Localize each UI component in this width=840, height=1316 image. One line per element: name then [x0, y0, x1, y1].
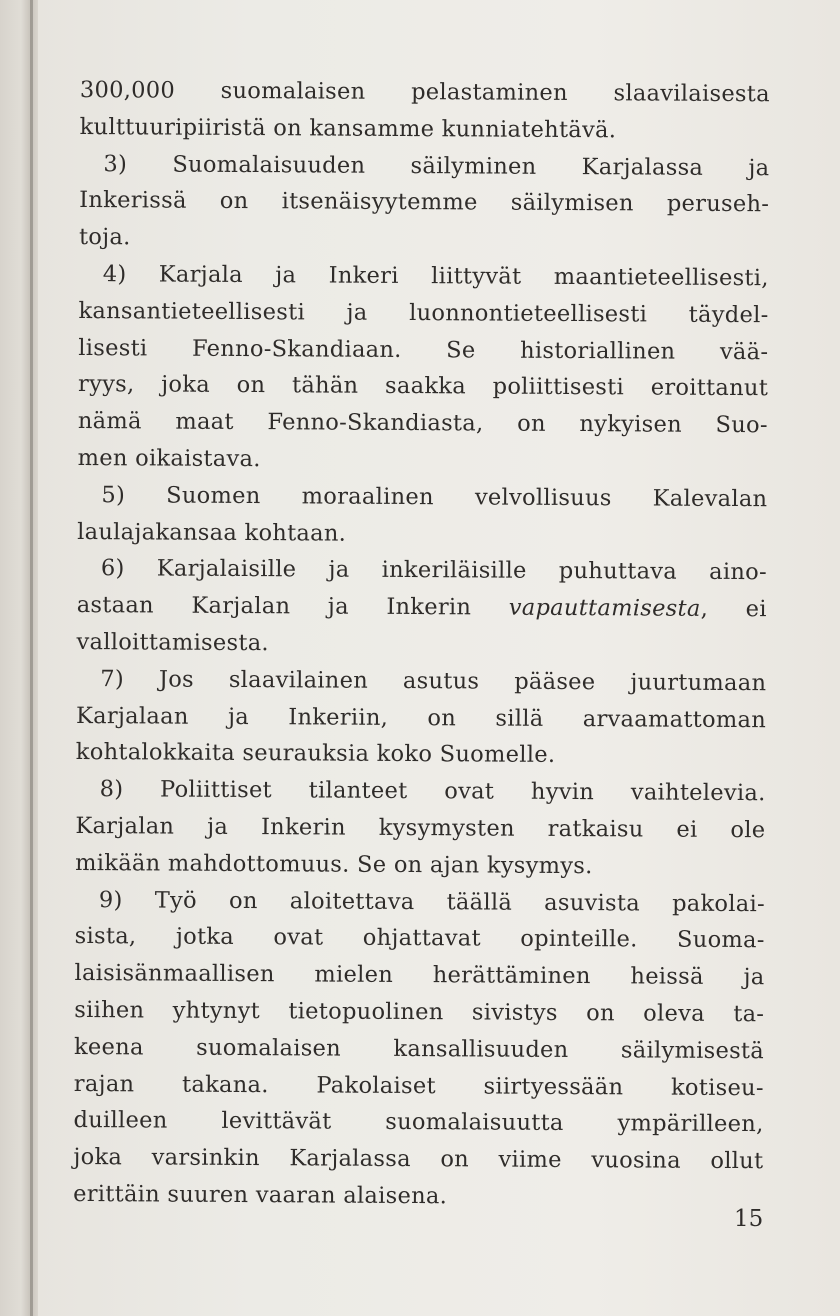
text-line: laulajakansaa kohtaan. [77, 518, 347, 547]
text-line: rajan takana. Pakolaiset siirtyessään kotiseu- [73, 1070, 764, 1101]
page-body [73, 72, 770, 1217]
text-line: Inkerissä on itsenäisyytemme säilymisen peruseh- [79, 187, 770, 218]
text-line: kohtalokkaita seurauksia koko Suomelle. [75, 739, 556, 769]
text-line: siihen yhtynyt tietopuolinen sivistys on oleva ta- [74, 996, 765, 1028]
text-line: laisisänmaallisen mielen herättäminen heissä ja [74, 960, 765, 991]
text-line: keena suomalaisen kansallisuuden säilymisestä [73, 1033, 765, 1064]
text-line: 3) Suomalaisuuden säilyminen Karjalassa ja [103, 150, 770, 181]
text-line: 4) Karjala ja Inkeri liittyvät maantieteellisesti, [102, 261, 769, 292]
text-line: Karjalaan ja Inkeriin, on sillä arvaamattoman [75, 702, 767, 733]
page-number: 15 [734, 1206, 764, 1232]
text-line: nämä maat Fenno-Skandiasta, on nykyisen Suo- [77, 408, 768, 439]
text-line [77, 587, 767, 628]
text-line: kulttuuripiiristä on kansamme kunniatehtävä. [79, 113, 617, 144]
text-line: toja. [78, 224, 131, 251]
spine-edge [30, 0, 33, 1316]
text-line: 5) Suomen moraalinen velvollisuus Kalevalan [101, 481, 768, 512]
text-line: sista, jotka ovat ohjattavat opinteille. Suoma- [74, 923, 765, 954]
text-fragment: , ei [700, 595, 767, 623]
text-line: erittäin suuren vaaran alaisena. [73, 1180, 448, 1210]
italic-emphasis: vapauttamisesta [508, 594, 701, 622]
text-line: 8) Poliittiset tilanteet ovat hyvin vaihtelevia. [99, 776, 766, 807]
text-line: men oikaistava. [77, 444, 261, 473]
text-line: duilleen levittävät suomalaisuutta ympärilleen, [73, 1107, 764, 1138]
text-line: 9) Työ on aloitettava täällä asuvista pakolai- [98, 886, 766, 917]
text-line: 7) Jos slaavilainen asutus pääsee juurtumaan [100, 665, 767, 696]
text-line: joka varsinkin Karjalassa on viime vuosina ollut [73, 1144, 764, 1175]
text-line: Karjalan ja Inkerin kysymysten ratkaisu ei ole [75, 812, 766, 844]
text-line: mikään mahdottomuus. Se on ajan kysymys. [75, 849, 593, 879]
text-line: ryys, joka on tähän saakka poliittisesti eroittanut [78, 371, 769, 402]
text-line: 300,000 suomalaisen pelastaminen slaavilaisesta [79, 76, 770, 108]
text-fragment: astaan Karjalan ja Inkerin [76, 592, 509, 621]
text-line: kansantieteellisesti ja luonnontieteellisesti täydel- [78, 297, 769, 328]
text-line: 6) Karjalaisille ja inkeriläisille puhuttava aino- [100, 555, 768, 586]
text-line: lisesti Fenno-Skandiaan. Se historiallinen vää- [78, 334, 769, 365]
text-line: valloittamisesta. [76, 628, 270, 657]
